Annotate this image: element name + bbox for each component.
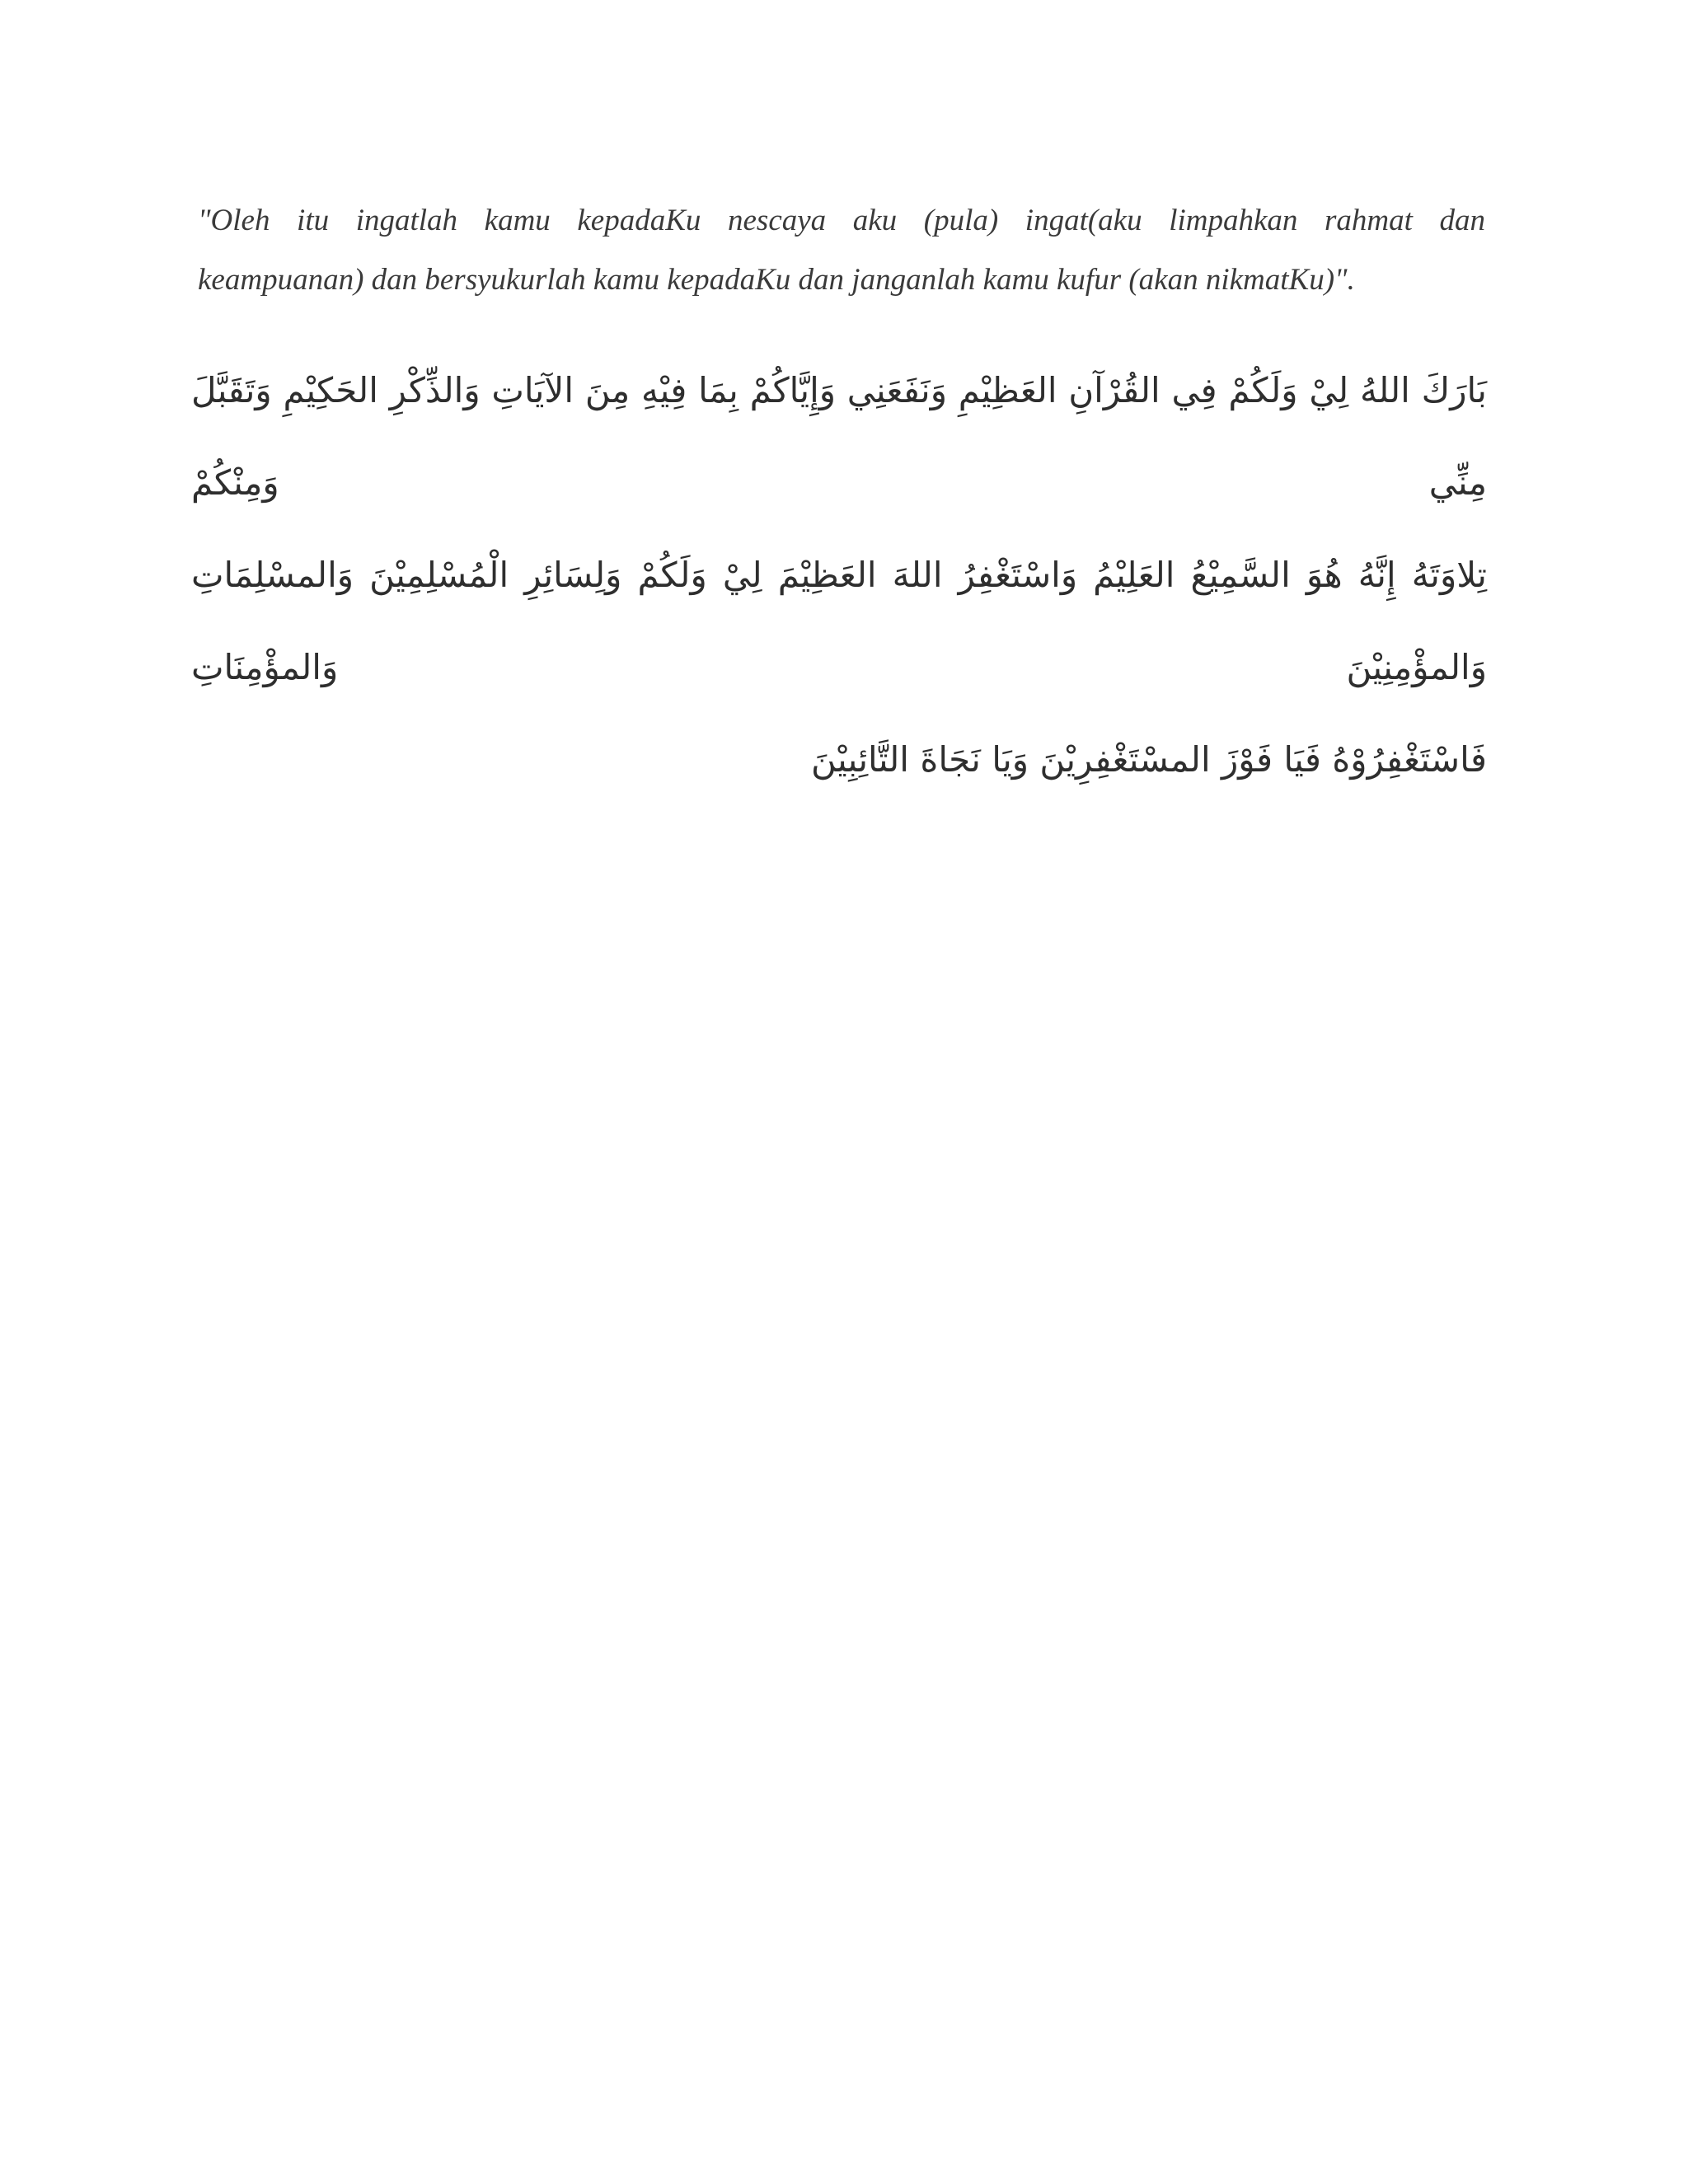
- malay-translation-paragraph: [198, 191, 1485, 310]
- translation-line-1: "Oleh itu ingatlah kamu kepadaKu nescaya aku (pula) ingat(aku limpahkan rahmat dan: [198, 204, 1485, 237]
- arabic-line-1: بَارَكَ اللهُ لِيْ وَلَكُمْ فِي القُرْآنِ العَظِيْمِ وَنَفَعَنِي وَإِيَّاكُمْ بِمَا فِيْهِ مِنَ الآيَاتِ وَالذِّكْرِ الحَكِيْمِ وَتَقَبَّلَ مِنِّي وَمِنْكُمْ: [191, 370, 1487, 503]
- arabic-line-2: تِلاوَتَهُ إِنَّهُ هُوَ السَّمِيْعُ العَلِيْمُ وَاسْتَغْفِرُ اللهَ العَظِيْمَ لِيْ وَلَكُمْ وَلِسَائِرِ الْمُسْلِمِيْنَ وَالمسْلِمَاتِ وَالمؤْمِنِيْنَ وَالمؤْمِنَاتِ: [191, 555, 1487, 687]
- translation-line-2: keampuanan) dan bersyukurlah kamu kepadaKu dan janganlah kamu kufur (akan nikmatKu)".: [198, 263, 1355, 297]
- arabic-line-3: فَاسْتَغْفِرُوْهُ فَيَا فَوْزَ المسْتَغْفِرِيْنَ وَيَا نَجَاةَ التَّائِبِيْنَ: [811, 739, 1487, 780]
- arabic-prayer-paragraph: [191, 344, 1487, 806]
